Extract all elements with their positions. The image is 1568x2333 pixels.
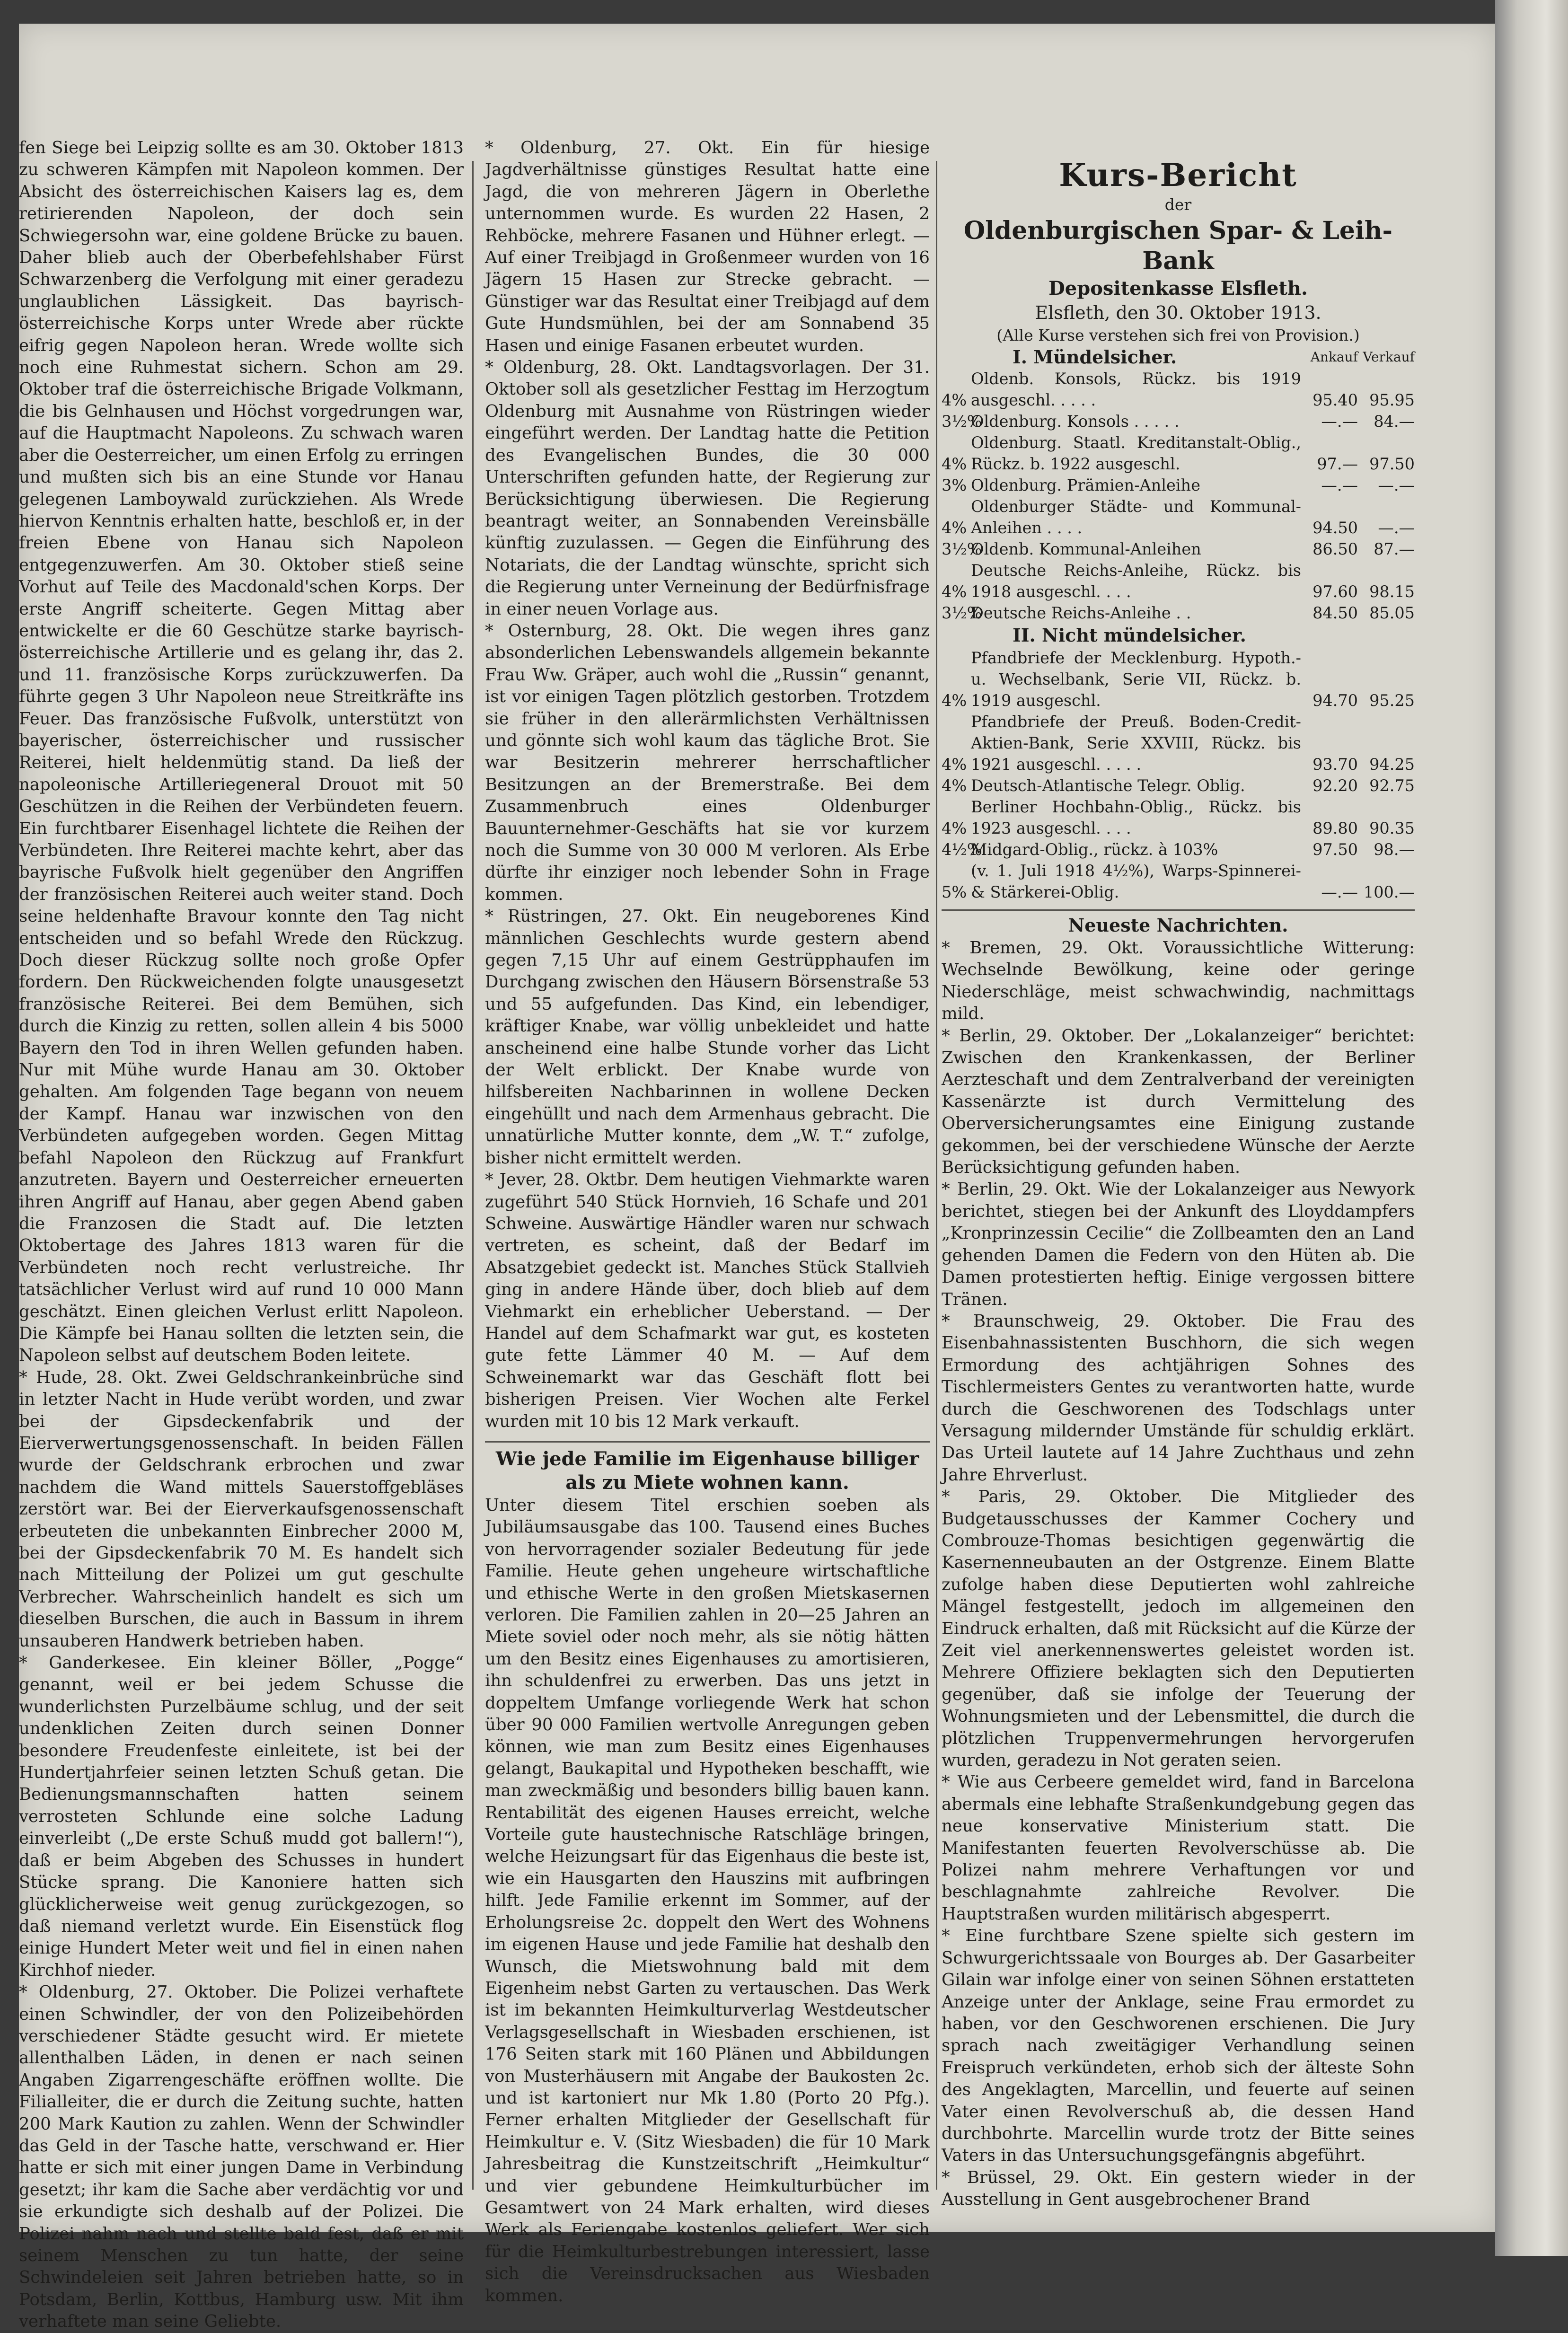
newspaper-page	[19, 24, 1495, 2332]
news-item: * Braunschweig, 29. Oktober. Die Frau des Eisenbahnassistenten Buschhorn, die sich wegen Ermordung des achtjährigen Sohnes des Tischlermeisters Gentes zu verantworten hatte, wurde durch die Geschworenen des Todschlags unter Versagung mildernder Umstände für schuldig erklärt. Das Urteil lautete auf 14 Jahre Zuchthaus und zehn Jahre Ehrverlust.	[942, 1311, 1415, 1485]
kurs-ankauf: 95.40	[1313, 391, 1358, 409]
kurs-row	[942, 602, 1415, 624]
kurs-verkauf: 98.—	[1374, 840, 1415, 859]
kurs-kasse: Depositenkasse Elsfleth.	[1048, 277, 1308, 299]
kurs-rate: 4%	[942, 819, 967, 837]
news-title: Neueste Nachrichten.	[1068, 915, 1288, 936]
kurs-ankauf: 97.50	[1313, 840, 1358, 859]
article-jever: * Jever, 28. Oktbr. Dem heutigen Viehmarkte waren zugeführt 540 Stück Hornvieh, 16 Schafe und 201 Schweine. Auswärtige Händler waren nur schwach vertreten, es scheint, daß der Bedarf im Absatzgebiet gedeckt ist. Manches Stück Stallvieh ging in andere Hände über, doch blieb auf dem Viehmarkt ein erheblicher Ueberstand. — Der Handel auf dem Schafmarkt war gut, es kosteten gute fette Lämmer 40 M. — Auf dem Schweinemarkt war das Geschäft flott bei bisherigen Preisen. Vier Wochen alte Ferkel wurden mit 10 bis 12 Mark verkauft.	[485, 1170, 930, 1431]
kurs-verkauf: 84.—	[1374, 412, 1415, 431]
kurs-rate: 3½%	[942, 412, 982, 431]
kurs-row	[942, 860, 1415, 903]
kurs-ankauf: 94.70	[1313, 691, 1358, 710]
news-item: * Eine furchtbare Szene spielte sich gestern im Schwurgerichtssaale von Bourges ab. Der Gasarbeiter Gilain war infolge einer von seinen Söhnen erstatteten Anzeige unter der Anklage, seine Frau ermordet zu haben, vor den Geschworenen erschienen. Die Jury sprach nach zweitägiger Verhandlung seinen Freispruch verkündeten, erhob sich der älteste Sohn des Angeklagten, Marcellin, und feuerte auf seinen Vater einen Revolverschuß ab, die dessen Hand durchbohrte. Marcellin wurde trotz der Bitte seines Vaters in das Untersuchungsgefängnis abgeführt.	[942, 1926, 1415, 2166]
kurs-ankauf: 94.50	[1313, 519, 1358, 537]
kurs-ankauf: 97.60	[1313, 582, 1358, 601]
kurs-verkauf: 95.25	[1369, 691, 1415, 710]
kurs-table-2	[942, 647, 1415, 903]
column-rule	[936, 161, 937, 2190]
news-item: * Paris, 29. Oktober. Die Mitglieder des Budgetausschusses der Kammer Cochery und Combrouze-Thomas besichtigen gegenwärtig die Kasernenneubauten an der Ostgrenze. Einem Blatte zufolge haben diese Deputierten wohl zahlreiche Mängel festgestellt, jedoch im allgemeinen den Eindruck erhalten, daß mit Rücksicht auf die Kürze der Zeit viel anerkennenswertes geleistet worden ist. Mehrere Offiziere beklagten sich den Deputierten gegenüber, daß sie infolge der Teuerung der Wohnungsmieten und der Lebensmittel, die durch die plötzlichen Truppenvermehrungen hervorgerufen wurden, geradezu in Not geraten seien.	[942, 1487, 1415, 1770]
kurs-verkauf: 97.50	[1369, 455, 1415, 473]
kurs-rate: 4%	[942, 691, 967, 710]
kurs-rate: 3½%	[942, 604, 982, 622]
kurs-name: Pfandbriefe der Mecklenburg. Hypoth.- u. Wechselbank, Serie VII, Rückz. b. 1919 ausgeschl.	[971, 649, 1301, 710]
kurs-ankauf: 93.70	[1313, 755, 1358, 774]
kurs-ankauf: 92.20	[1313, 776, 1358, 795]
kurs-row	[942, 796, 1415, 839]
kurs-ankauf: 84.50	[1313, 604, 1358, 622]
kurs-rate: 4%	[942, 519, 967, 537]
kurs-verkauf: 94.25	[1369, 755, 1415, 774]
kurs-rate: 3½%	[942, 540, 982, 558]
article-ruestringen: * Rüstringen, 27. Okt. Ein neugeborenes Kind männlichen Geschlechts wurde gestern abend gegen 7,15 Uhr auf einem Gestrüpphaufen im Durchgang zwischen den Häusern Börsenstraße 53 und 55 aufgefunden. Das Kind, ein lebendiger, kräftiger Knabe, war völlig unbekleidet und hatte anscheinend eine halbe Stunde vorher das Licht der Welt erblickt. Der Knabe wurde von hilfsbereiten Nachbarinnen in wollene Decken eingehüllt und nach dem Armenhaus gebracht. Die unnatürliche Mutter konnte, dem „W. T.“ zufolge, bisher nicht ermittelt werden.	[485, 907, 930, 1168]
kurs-row	[942, 839, 1415, 860]
kurs-row	[942, 411, 1415, 432]
kurs-name: Oldenburger Städte- und Kommunal-Anleihen . . . .	[971, 497, 1301, 537]
kurs-row	[942, 711, 1415, 775]
kurs-rate: 4%	[942, 755, 967, 774]
kurs-rate: 4%	[942, 455, 967, 473]
kurs-row	[942, 368, 1415, 411]
kurs-ankauf: 89.80	[1313, 819, 1358, 837]
article-oldenburg-jagd: * Oldenburg, 27. Okt. Ein für hiesige Jagdverhältnisse günstiges Resultat hatte eine Jagd, die von mehreren Jägern in Oberlethe unternommen wurde. Es wurden 22 Hasen, 2 Rehböcke, mehrere Fasanen und Hühner erlegt. — Auf einer Treibjagd in Großenmeer wurden von 16 Jägern 15 Hasen zur Strecke gebracht. — Günstiger war das Resultat einer Treibjagd auf dem Gute Hundsmühlen, bei der am Sonnabend 35 Hasen und einige Fasanen erbeutet wurden.	[485, 138, 930, 355]
column-right	[942, 137, 1415, 2210]
kurs-name: Pfandbriefe der Preuß. Boden-Credit-Aktien-Bank, Serie XXVIII, Rückz. bis 1921 ausgeschl. . . . .	[971, 713, 1301, 774]
kurs-verkauf: 85.05	[1369, 604, 1415, 622]
kurs-name: Oldenb. Konsols, Rückz. bis 1919 ausgeschl. . . . .	[971, 370, 1301, 409]
kurs-ankauf: —.—	[1321, 476, 1358, 494]
kurs-name: Deutsche Reichs-Anleihe, Rückz. bis 1918 ausgeschl. . . .	[971, 561, 1301, 601]
advert-block	[485, 1441, 930, 2307]
column-rule	[472, 161, 474, 2190]
kurs-verkauf: 90.35	[1369, 819, 1415, 837]
article-oldenburg-schwindler: * Oldenburg, 27. Oktober. Die Polizei verhaftete einen Schwindler, der von den Polizeibehörden verschiedener Städte gesucht wird. Er mietete allenthalben Läden, in denen er nach seinen Angaben Zigarrengeschäfte eröffnen wollte. Die Filialleiter, die er durch die Zeitung suchte, hatten 200 Mark Kaution zu zahlen. Wenn der Schwindler das Geld in der Tasche hatte, verschwand er. Hier hatte er sich mit einer jungen Dame in Verbindung gesetzt; ihr kam die Sache aber verdächtig vor und sie erkundigte sich deshalb auf der Polizei. Die Polizei nahm nach und stellte bald fest, daß er mit seinem Menschen zu tun hatte, der seine Schwindeleien seit Jahren betrieben hatte, so in Potsdam, Berlin, Kottbus, Hamburg usw. Mit ihm verhaftete man seine Geliebte.	[19, 1982, 464, 2332]
kurs-header-row	[942, 346, 1415, 368]
kurs-row	[942, 775, 1415, 796]
kurs-bank: Oldenburgischen Spar- & Leih-Bank	[963, 216, 1393, 275]
kurs-rate: 3%	[942, 476, 967, 494]
kurs-verkauf: 95.95	[1369, 391, 1415, 409]
kurs-verkauf: —.—	[1378, 519, 1415, 537]
kurs-name: Deutsch-Atlantische Telegr. Oblig.	[971, 776, 1245, 795]
kurs-rate: 4%	[942, 391, 967, 409]
article-ganderkesee: * Ganderkesee. Ein kleiner Böller, „Pogge“ genannt, weil er bei jedem Schusse die wunderlichsten Purzelbäume schlug, und der seit undenklichen Zeiten durch seinen Donner besondere Freudenfeste einleitete, ist bei der Hundertjahrfeier seinen letzten Schuß getan. Die Bedienungsmannschaften hatten seinem verrosteten Schlunde eine solche Ladung einverleibt („De erste Schuß mudd got ballern!“), daß er beim Abgeben des Schusses in hundert Stücke sprang. Die Kanoniere hatten sich glücklicherweise weit genug zurückgezogen, so daß niemand verletzt wurde. Ein Eisenstück flog einige Hundert Meter weit und fiel in einen nahen Kirchhof nieder.	[19, 1653, 464, 1980]
news-item: * Wie aus Cerbeere gemeldet wird, fand in Barcelona abermals eine lebhafte Straßenkundgebung gegen das neue konservative Ministerium statt. Die Manifestanten feuerten Revolverschüsse ab. Die Polizei nahm mehrere Verhaftungen vor und beschlagnahmte zahlreiche Revolver. Die Hauptstraßen wurden militärisch abgesperrt.	[942, 1772, 1415, 1924]
news-item: * Brüssel, 29. Okt. Ein gestern wieder in der Ausstellung in Gent ausgebrochener Brand	[942, 2167, 1415, 2210]
kurs-rate: 4%	[942, 582, 967, 601]
article-hude: * Hude, 28. Okt. Zwei Geldschrankeinbrüche sind in letzter Nacht in Hude verübt worden, und zwar bei der Gipsdeckenfabrik und der Eierverwertungsgenossenschaft. In beiden Fällen wurde der Geldschrank erbrochen und zwar nachdem die Wand mittels Sauerstoffgebläses zerstört war. Bei der Eierverkaufsgenossenschaft erbeuteten die unbekannten Einbrecher 2000 M, bei der Gipsdeckenfabrik 70 M. Es handelt sich nach Mitteilung der Polizei um gut geschulte Verbrecher. Wahrscheinlich handelt es sich um dieselben Burschen, die auch in Bassum in ihrem unsauberen Handwerk betrieben haben.	[19, 1367, 464, 1651]
kurs-section-2: II. Nicht mündelsicher.	[1013, 625, 1246, 646]
kurs-name: (v. 1. Juli 1918 4½%), Warps-Spinnerei- & Stärkerei-Oblig.	[971, 862, 1301, 901]
advert-body: Unter diesem Titel erschien soeben als Jubiläumsausgabe das 100. Tausend eines Buches von hervorragender sozialer Bedeutung für jede Familie. Heute gehen ungeheure wirtschaftliche und ethische Werte in den großen Mietskasernen verloren. Die Familien zahlen in 20—25 Jahren an Miete soviel oder noch mehr, als sie nötig hätten um den Besitz eines Eigenhauses zu amortisieren, ihn schuldenfrei zu erwerben. Das uns jetzt in doppeltem Umfange vorliegende Werk hat schon über 90 000 Familien wertvolle Anregungen geben können, wie man zum Besitz eines Eigenhauses gelangt, Baukapital und Hypotheken beschafft, wie man zweckmäßig und besonders billig bauen kann. Rentabilität des eigenen Hauses erreicht, welche Vorteile gute haustechnische Ratschläge bringen, welche Heizungsart für das Eigenhaus die beste ist, wie ein Hausgarten den Hauszins mit aufbringen hilft. Jede Familie erkennt im Sommer, auf der Erholungsreise 2c. doppelt den Wert des Wohnens im eigenen Hause und jede Familie hat deshalb den Wunsch, die Mietswohnung bald mit dem Eigenheim nebst Garten zu vertauschen. Das Werk ist im bekannten Heimkulturverlag Westdeutscher Verlagsgesellschaft in Wiesbaden erschienen, ist 176 Seiten stark mit 160 Plänen und Abbildungen von Musterhäusern mit Angabe der Baukosten 2c. und ist kartoniert nur Mk 1.80 (Porto 20 Pfg.). Ferner erhalten Mitglieder der Gesellschaft für Heimkultur e. V. (Sitz Wiesbaden) die für 10 Mark Jahresbeitrag die Kunstzeitschrift „Heimkultur“ und vier gebundene Heimkulturbücher im Gesamtwert von 24 Mark erhalten, wird dieses Werk als Feriengabe kostenlos geliefert. Wer sich für die Heimkulturbestrebungen interessiert, lasse sich die Vereinsdrucksachen aus Wiesbaden kommen.	[485, 1495, 930, 2306]
column-middle	[485, 137, 930, 2306]
kurs-verkauf: 98.15	[1369, 582, 1415, 601]
article-osternburg: * Osternburg, 28. Okt. Die wegen ihres ganz absonderlichen Lebenswandels allgemein bekannte Frau Ww. Gräper, auch wohl die „Russin“ genannt, ist vor einigen Tagen plötzlich gestorben. Trotzdem sie früher in den allerärmlichsten Verhältnissen und gönnte sich wohl kaum das tägliche Brot. Sie war Besitzerin mehrerer herrschaftlicher Besitzungen an der Bremerstraße. Bei dem Zusammenbruch eines Oldenburger Bauunternehmer-Geschäfts hat sie vor kurzem noch die Summe von 30 000 M verloren. Als Erbe dürfte ihr einziger noch lebender Sohn in Frage kommen.	[485, 621, 930, 904]
kurs-verkauf: 100.—	[1363, 883, 1415, 901]
column-left	[19, 137, 464, 2332]
kurs-ankauf: —.—	[1321, 883, 1358, 901]
article-landtagsvorlagen: * Oldenburg, 28. Okt. Landtagsvorlagen. Der 31. Oktober soll als gesetzlicher Festtag im Herzogtum Oldenburg mit Ausnahme von Rüstringen wieder eingeführt werden. Der Landtag hatte die Petition des Evangelischen Bundes, die 30 000 Unterschriften gefunden hatte, der Regierung zur Berücksichtigung überwiesen. Die Regierung beantragt weiter, an Sonnabenden Vereinsbälle künftig zuzulassen. — Gegen die Einführung des Notariats, die der Landtag wünschte, spricht sich die Regierung unter Verneinung der Bedürfnisfrage in einer neuen Vorlage aus.	[485, 358, 930, 619]
kurs-title: Kurs-Bericht	[1059, 157, 1297, 194]
kurs-row	[942, 475, 1415, 496]
kurs-name: Midgard-Oblig., rückz. à 103%	[971, 840, 1218, 859]
kurs-der: der	[1164, 195, 1192, 214]
kurs-row	[942, 432, 1415, 475]
kurs-verkauf: —.—	[1378, 476, 1415, 494]
kurs-row	[942, 496, 1415, 538]
kurs-name: Berliner Hochbahn-Oblig., Rückz. bis 1923 ausgeschl. . . .	[971, 798, 1301, 837]
book-edge	[1495, 0, 1568, 2256]
kurs-rate: 5%	[942, 883, 967, 901]
advert-title: Wie jede Familie im Eigenhause billiger als zu Miete wohnen kann.	[495, 1447, 919, 1494]
kurs-ankauf-label: Ankauf	[1310, 349, 1358, 365]
kurs-name: Oldenburg. Prämien-Anleihe	[971, 476, 1200, 494]
kurs-ankauf: 86.50	[1313, 540, 1358, 558]
kurs-section-1: I. Mündelsicher.	[1013, 346, 1177, 368]
kurs-verkauf: 92.75	[1369, 776, 1415, 795]
kurs-name: Deutsche Reichs-Anleihe . .	[971, 604, 1191, 622]
kurs-rate: 4%	[942, 776, 967, 795]
kurs-date: Elsfleth, den 30. Oktober 1913.	[1035, 302, 1321, 323]
news-item: * Berlin, 29. Okt. Wie der Lokalanzeiger aus Newyork berichtet, stiegen bei der Ankunft des Lloyddampfers „Kronprinzessin Cecilie“ die Zollbeamten den an Land gehenden Damen die Federn von den Hüten ab. Die Damen protestierten heftig. Einige vergossen bittere Tränen.	[942, 1180, 1415, 1309]
kurs-ankauf: —.—	[1321, 412, 1358, 431]
kurs-verkauf-label: Verkauf	[1363, 349, 1415, 365]
news-list	[942, 937, 1415, 2211]
kurs-row	[942, 560, 1415, 602]
article-hanau: fen Siege bei Leipzig sollte es am 30. Oktober 1813 zu schweren Kämpfen mit Napoleon kommen. Der Absicht des österreichischen Kaisers lag es, dem retirierenden Napoleon, der doch sein Schwiegersohn war, eine goldene Brücke zu bauen. Daher blieb auch der Oberbefehlshaber Fürst Schwarzenberg die Verfolgung mit einer geradezu unglaublichen Lässigkeit. Das bayrisch-österreichische Korps unter Wrede aber rückte eifrig gegen Napoleon heran. Wrede wollte sich noch eine Ruhmestat sichern. Schon am 29. Oktober traf die österreichische Brigade Volkmann, die bis Gelnhausen und Höchst vorgedrungen war, auf die Hauptmacht Napoleons. Zu schwach waren aber die Oesterreicher, um einen Erfolg zu erringen und mußten sich bis an eine Stunde vor Hanau gelegenen Lamboywald zurückziehen. Als Wrede hiervon Kenntnis erhalten hatte, beschloß er, in der freien Ebene von Hanau sich Napoleon entgegenzuwerfen. Am 30. Oktober stieß seine Vorhut auf Teile des Macdonald'schen Korps. Der erste Angriff scheiterte. Gegen Mittag aber entwickelte er die 60 Geschütze starke bayrisch-österreichische Artillerie und es gelang ihr, das 2. und 11. französische Korps zurückzuwerfen. Da führte gegen 3 Uhr Napoleon neue Streitkräfte ins Feuer. Das französische Fußvolk, unterstützt von bayerischer, österreichischer und russischer Reiterei, hielt heldenmütig stand. Da ließ der napoleonische Artilleriegeneral Drouot mit 50 Geschützen in die Reihen der Verbündeten feuern. Ein furchtbarer Eisenhagel lichtete die Reihen der Verbündeten. Ihre Reiterei machte kehrt, aber das bayrische Fußvolk hielt gegenüber den Angriffen der französischen Reiterei auch weiter stand. Doch seine heldenhafte Bravour konnte den Tag nicht entscheiden und so befahl Wrede den Rückzug. Doch dieser Rückzug sollte noch große Opfer fordern. Den Rückweichenden folgte unausgesetzt französische Reiterei. Bei dem Bemühen, sich durch die Kinzig zu retten, sollen allein 4 bis 5000 Bayern den Tod in ihren Wellen gefunden haben. Nur mit Mühe wurde Hanau am 30. Oktober gehalten. Am folgenden Tage begann von neuem der Kampf. Hanau war inzwischen von den Verbündeten aufgegeben worden. Gegen Mittag befahl Napoleon den Rückzug auf Frankfurt anzutreten. Bayern und Oesterreicher erneuerten ihren Angriff auf Hanau, aber gegen Abend gaben die Franzosen die Stadt auf. Die letzten Oktobertage des Jahres 1813 waren für die Verbündeten noch recht verlustreiche. Ihr tatsächlicher Verlust wird auf rund 10 000 Mann geschätzt. Einen gleichen Verlust erlitt Napoleon. Die Kämpfe bei Hanau sollten die letzten sein, die Napoleon selbst auf deutschem Boden leitete.	[19, 138, 464, 1365]
kurs-name: Oldenburg. Konsols . . . . .	[971, 412, 1180, 431]
news-item: * Bremen, 29. Okt. Voraussichtliche Witterung: Wechselnde Bewölkung, keine oder geringe Niederschläge, meist schwachwindig, nachmittags mild.	[942, 938, 1415, 1024]
news-item: * Berlin, 29. Oktober. Der „Lokalanzeiger“ berichtet: Zwischen den Krankenkassen, der Berliner Aerzteschaft und dem Zentralverband der vereinigten Kassenärzte ist durch Vermittelung des Oberversicherungsamtes eine Einigung zustande gekommen, bei der verschiedene Wünsche der Aerzte Berücksichtigung gefunden haben.	[942, 1026, 1415, 1178]
kurs-ankauf: 97.—	[1317, 455, 1358, 473]
kurs-verkauf: 87.—	[1374, 540, 1415, 558]
kurs-note: (Alle Kurse verstehen sich frei von Provision.)	[996, 326, 1360, 344]
kurs-rate: 4½%	[942, 840, 982, 859]
section-rule	[942, 909, 1415, 911]
kurs-row	[942, 538, 1415, 560]
kurs-table-1	[942, 368, 1415, 624]
kurs-row	[942, 647, 1415, 711]
kurs-name: Oldenburg. Staatl. Kreditanstalt-Oblig., Rückz. b. 1922 ausgeschl.	[971, 433, 1301, 473]
kurs-name: Oldenb. Kommunal-Anleihen	[971, 540, 1201, 558]
